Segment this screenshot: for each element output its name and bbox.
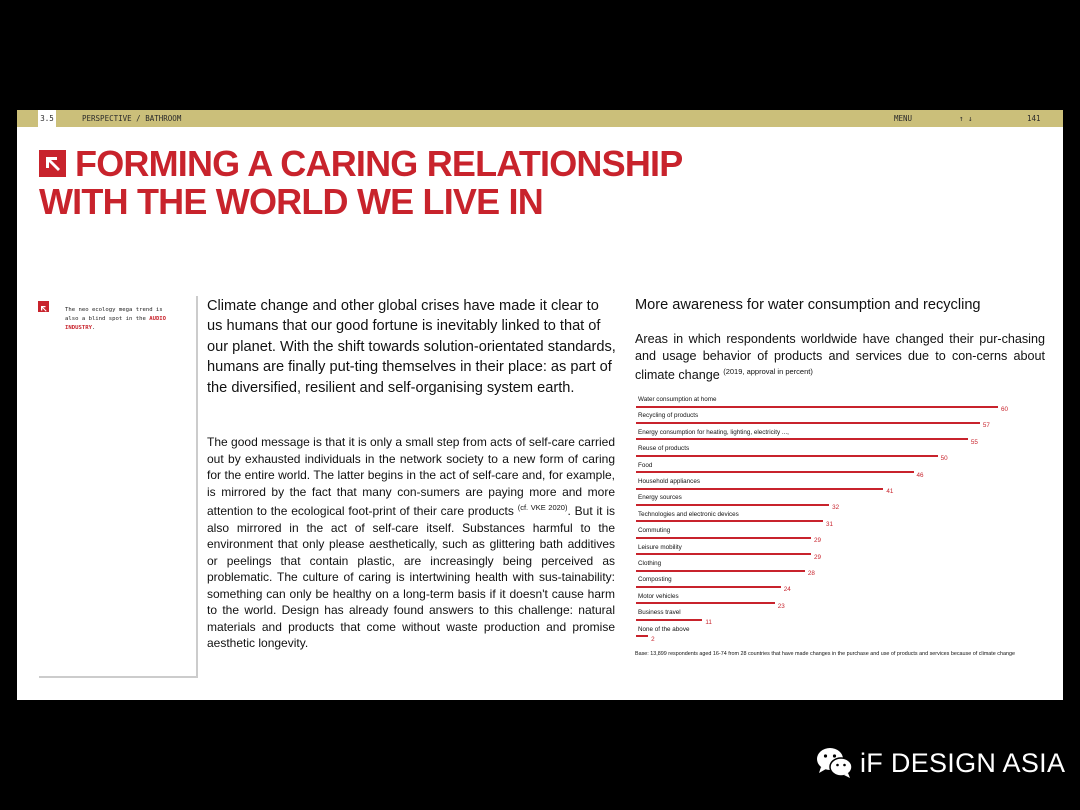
bar <box>636 553 811 555</box>
title-line-1: FORMING A CARING RELATIONSHIP <box>75 143 683 184</box>
bar-label: Technologies and electronic devices <box>638 510 739 518</box>
bar <box>636 520 823 522</box>
bar-value-label: 29 <box>813 537 821 545</box>
body-paragraph: The good message is that it is only a small step from acts of self-care carried out by exhausted individuals in the network society to a new form of caring for the entire world. The latter begins in the act of self-care and, for example, is mirrored by the fact that many con-sumers are paying more and more attention to the ecological foot-print of their care products $^{(cf. VKE 2020)}$. But it is also mirrored in the act of self-care itself. Substances harmful to the environment that only please aesthetically, such as glittering bath additives or peelings that contain plastic, are increasingly being perceived as problematic. The culture of caring is intertwining health with sus-tainability: something can only be healthy on a long-term basis if it doesn't cause harm to the world. Design has already found answers to this challenge: natural materials and products that come without waste production and promise aesthetic longevity. <box>207 435 616 650</box>
bar-value-label: 29 <box>813 553 821 561</box>
bar-label: Recycling of products <box>638 412 699 420</box>
bar-value-label: 60 <box>1001 406 1009 413</box>
bar <box>636 619 702 621</box>
chart-subtitle-note: (2019, approval in percent) <box>723 367 813 376</box>
bar-label: Composting <box>638 576 672 584</box>
bar-label: Leisure mobility <box>638 543 682 551</box>
breadcrumb[interactable]: PERSPECTIVE / BATHROOM <box>82 114 182 123</box>
menu-button[interactable]: MENU <box>894 114 913 123</box>
bar-value-label: 2 <box>651 635 655 643</box>
chart-base-note: Base: 13,899 respondents aged 16-74 from 28 countries that have made changes in the purchase and use of products and services because of climate change <box>635 651 1015 657</box>
bar-label: Reuse of products <box>638 445 690 453</box>
page-title <box>39 145 682 221</box>
bar <box>636 602 775 604</box>
chart-subtitle: Areas in which respondents worldwide have changed their pur-chasing and usage behavior of products and services due to con-cerns about climate change $^{(2019, approval in percent)}$ <box>635 332 1045 383</box>
bar-label: Commuting <box>638 527 671 535</box>
sidebar-note: The neo ecology mega trend is also a blind spot in the AUDIO INDUSTRY. <box>65 307 167 331</box>
bar-label: None of the above <box>638 625 690 633</box>
bar-value-label: 46 <box>916 471 924 479</box>
bar-chart <box>636 396 1046 646</box>
page-number: 141 <box>1027 114 1041 123</box>
bar-value-label: 23 <box>777 602 785 610</box>
wechat-icon <box>816 746 854 780</box>
chart-title: More awareness for water consumption and recycling <box>635 297 981 313</box>
bar-value-label: 24 <box>783 586 791 594</box>
bar-value-label: 57 <box>982 422 990 430</box>
bar <box>636 537 811 539</box>
bar <box>636 635 648 637</box>
watermark <box>816 745 1065 781</box>
bar-label: Clothing <box>638 560 662 567</box>
bar-label: Business travel <box>638 609 681 617</box>
top-navigation-bar <box>17 110 1063 127</box>
section-number: 3.5 <box>37 110 56 127</box>
bar-label: Energy sources <box>638 494 682 502</box>
watermark-text: iF DESIGN ASIA <box>860 747 1066 778</box>
document-page <box>17 110 1063 700</box>
bar-value-label: 11 <box>705 619 712 627</box>
bar-label: Motor vehicles <box>638 592 679 600</box>
bar <box>636 488 883 490</box>
bar-value-label: 32 <box>832 504 840 512</box>
audio-industry-link[interactable]: AUDIO INDUSTRY <box>65 316 167 331</box>
bar-label: Energy consumption for heating, lighting, electricity ..., <box>638 428 789 436</box>
bar-value-label: 28 <box>807 570 815 577</box>
bar-label: Water consumption at home <box>638 396 717 403</box>
bar-value-label: 31 <box>826 520 834 528</box>
bar <box>636 406 998 408</box>
bar <box>636 438 968 440</box>
bar-value-label: 41 <box>886 488 894 495</box>
bar-value-label: 55 <box>970 438 978 446</box>
bar <box>636 471 914 473</box>
bar-label: Food <box>638 461 653 469</box>
title-line-2: WITH THE WORLD WE LIVE IN <box>39 181 543 222</box>
page-nav-arrows-icon[interactable]: ↑ ↓ <box>959 114 973 123</box>
bar <box>636 504 829 506</box>
bar <box>636 422 980 424</box>
lead-paragraph: Climate change and other global crises have made it clear to us humans that our good fortune is inevitably linked to that of our planet. With the shift towards solution-orientated standards, humans are finally put-ting themselves in their place: as part of the diversified, resilient and self-organising system earth. <box>207 298 616 396</box>
citation: (cf. VKE 2020) <box>517 503 568 512</box>
bar <box>636 455 938 457</box>
arrow-up-left-small-icon[interactable] <box>38 301 49 312</box>
sidebar-box <box>39 296 198 678</box>
bar <box>636 570 805 572</box>
bar <box>636 586 781 588</box>
bar-value-label: 50 <box>940 455 948 463</box>
bar-label: Household appliances <box>638 478 700 485</box>
